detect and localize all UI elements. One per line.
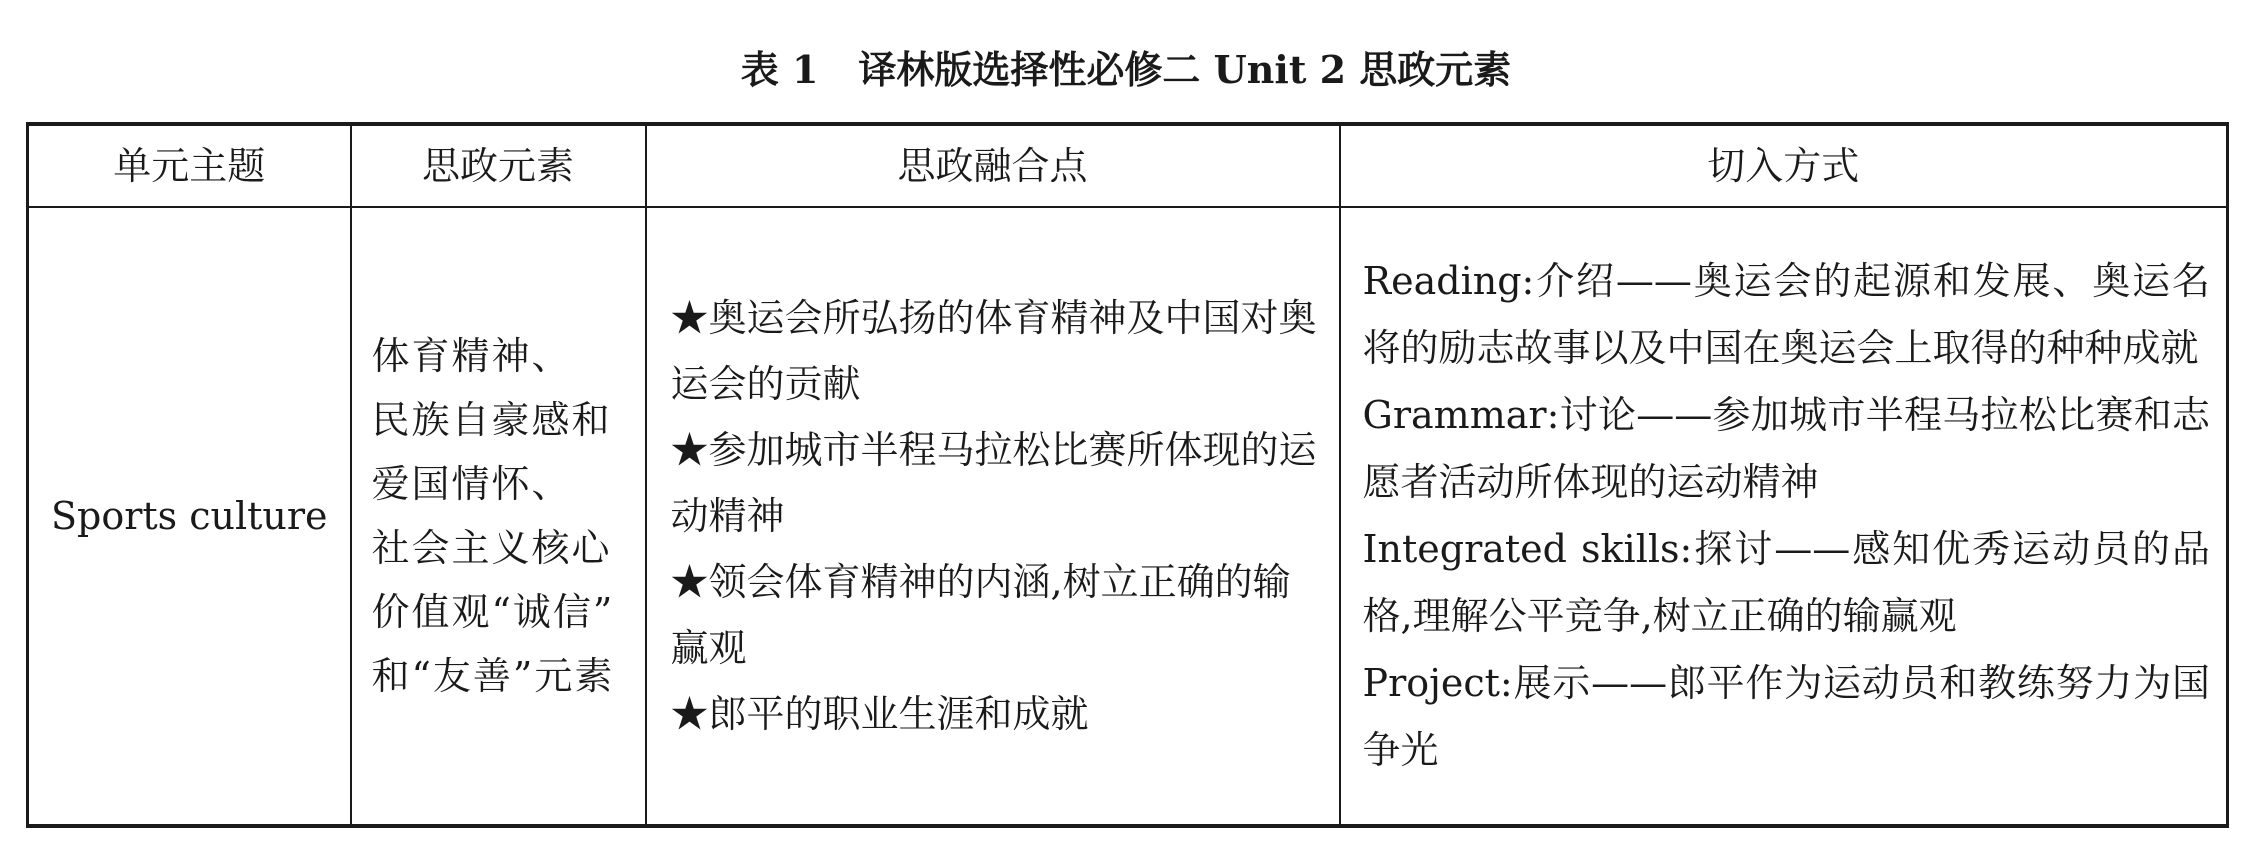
integration-points-cell [646,207,1340,826]
integration-point-item: ★郎平的职业生涯和成就 [670,692,1089,736]
integration-point-item: ★参加城市半程马拉松比赛所体现的运动精神 [670,428,1317,538]
elements-line: 民族自豪感和 [371,398,612,442]
table-header-row [28,124,2228,207]
table-row [28,207,2228,826]
approach-cell [1340,207,2228,826]
integration-point-item: ★奥运会所弘扬的体育精神及中国对奥运会的贡献 [670,296,1317,406]
header-approach: 切入方式 [1340,124,2228,207]
elements-line: 社会主义核心 [371,526,612,570]
table-caption [0,44,2252,96]
ideological-elements-table [26,122,2229,828]
approach-item-grammar: Grammar:讨论——参加城市半程马拉松比赛和志愿者活动所体现的运动精神 [1362,393,2210,504]
header-integration-points: 思政融合点 [646,124,1340,207]
approach-item-reading: Reading:介绍——奥运会的起源和发展、奥运名将的励志故事以及中国在奥运会上取得的种种成就 [1362,259,2210,370]
elements-line: 价值观“诚信” [371,590,615,634]
ideological-elements-cell [351,207,646,826]
elements-line: 和“友善”元素 [371,654,615,698]
header-unit-topic: 单元主题 [28,124,351,207]
elements-line: 爱国情怀、 [371,462,572,506]
caption-title: 译林版选择性必修二 Unit 2 思政元素 [858,47,1512,92]
header-ideological-elements: 思政元素 [351,124,646,207]
integration-point-item: ★领会体育精神的内涵,树立正确的输赢观 [670,560,1291,670]
approach-item-integrated-skills: Integrated skills:探讨——感知优秀运动员的品格,理解公平竞争,树立正确的输赢观 [1362,527,2210,638]
caption-label: 表 1 [740,47,819,92]
approach-item-project: Project:展示——郎平作为运动员和教练努力为国争光 [1362,661,2210,772]
unit-topic-cell: Sports culture [28,207,351,826]
elements-line: 体育精神、 [371,334,572,378]
